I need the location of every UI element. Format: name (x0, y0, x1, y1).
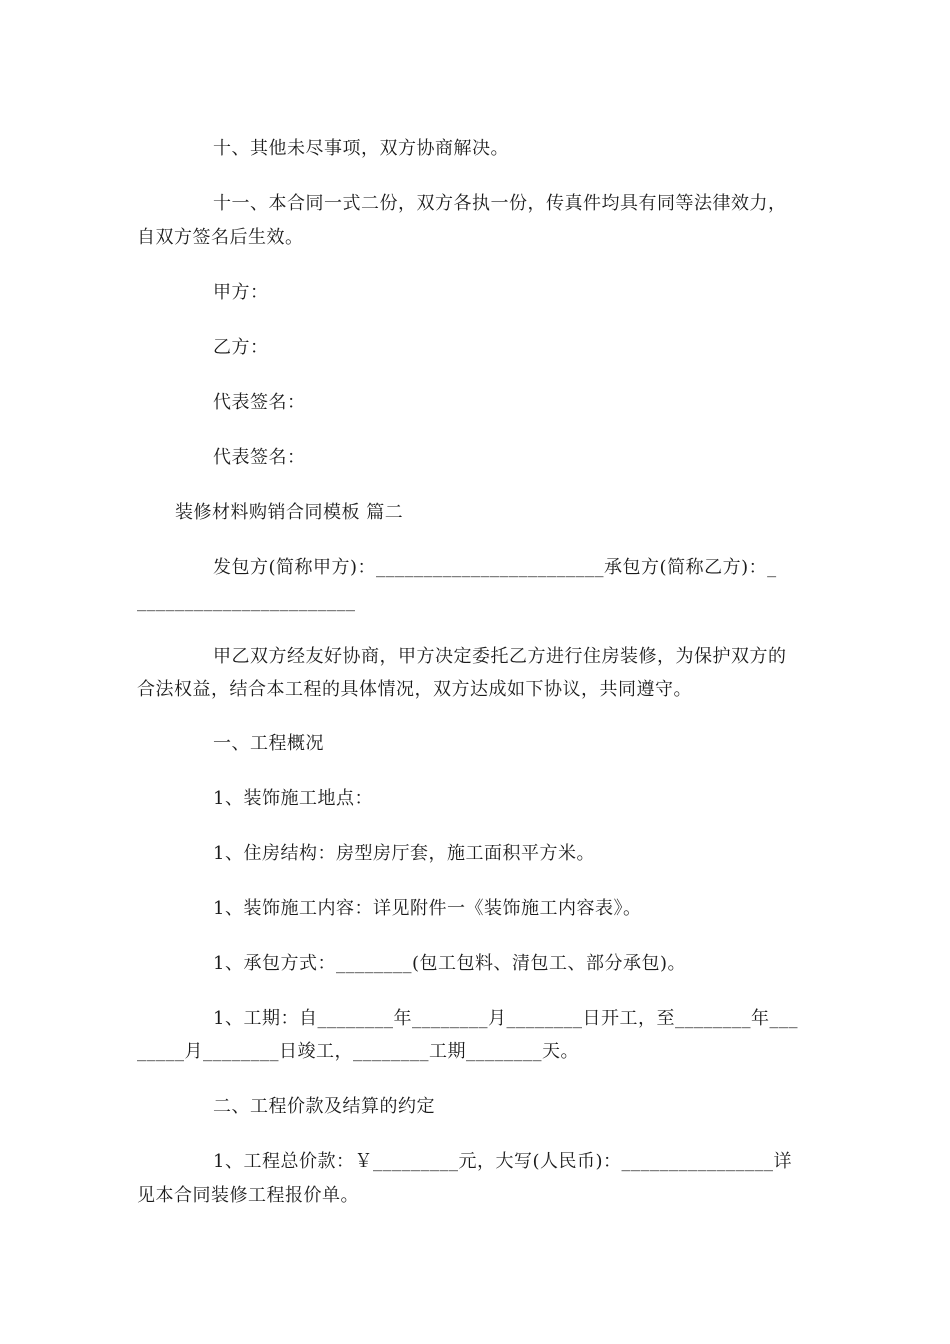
intro-paragraph-line1: 甲乙双方经友好协商，甲方决定委托乙方进行住房装修，为保护双方的 (213, 646, 787, 667)
heading-project-overview: 一、工程概况 (213, 733, 324, 754)
item-housing-structure: 1、住房结构：房型房厅套，施工面积平方米。 (213, 843, 595, 864)
item-construction-content: 1、装饰施工内容：详见附件一《装饰施工内容表》。 (213, 898, 642, 919)
clause-10-text: 十、其他未尽事项，双方协商解决。 (213, 138, 509, 159)
clause-11-text-line2: 自双方签名后生效。 (137, 227, 304, 248)
heading-price-settlement: 二、工程价款及结算的约定 (213, 1096, 435, 1117)
item-contract-method: 1、承包方式：________(包工包料、清包工、部分承包)。 (213, 953, 686, 974)
section-title: 装修材料购销合同模板 篇二 (175, 502, 404, 523)
item-total-price-line2: 见本合同装修工程报价单。 (137, 1185, 359, 1206)
item-duration-line2: _____月________日竣工，________工期________天。 (137, 1041, 579, 1062)
party-b-label: 乙方： (213, 337, 269, 358)
parties-line2: _______________________ (137, 591, 356, 612)
item-construction-site: 1、装饰施工地点： (213, 788, 373, 809)
item-total-price-line1: 1、工程总价款：￥_________元，大写(人民币)：________________详 (213, 1151, 792, 1172)
party-a-label: 甲方： (213, 282, 269, 303)
representative-signature-b: 代表签名： (213, 447, 306, 468)
representative-signature-a: 代表签名： (213, 392, 306, 413)
parties-line1: 发包方(简称甲方)：________________________承包方(简称乙方)：_ (213, 557, 777, 578)
intro-paragraph-line2: 合法权益，结合本工程的具体情况，双方达成如下协议，共同遵守。 (137, 679, 692, 700)
clause-11-text-line1: 十一、本合同一式二份，双方各执一份，传真件均具有同等法律效力， (213, 193, 787, 214)
item-duration-line1: 1、工期：自________年________月________日开工，至________年___ (213, 1008, 798, 1029)
